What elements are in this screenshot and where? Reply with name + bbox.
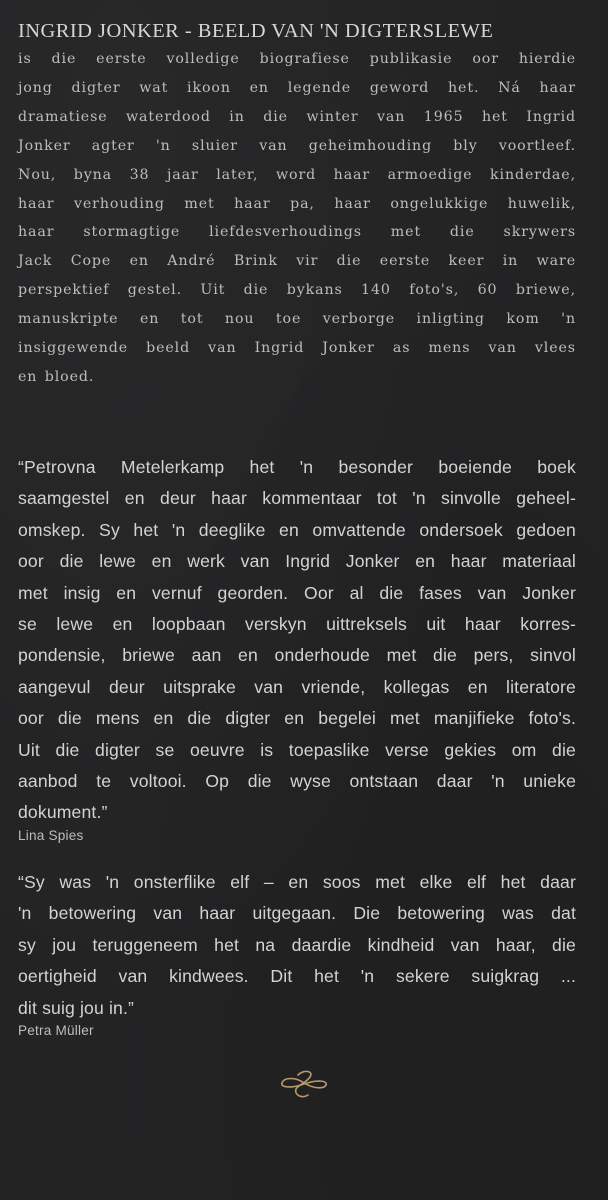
- intro-line: haar stormagtige liefdesverhoudings met die skrywers: [18, 224, 576, 241]
- quote-line: sy jou teruggeneem het na daardie kindheid van haar, die: [18, 934, 576, 955]
- quote-attribution: Petra Müller: [18, 1023, 94, 1039]
- intro-line: haar verhouding met haar pa, haar ongelukkige huwelik,: [18, 195, 576, 212]
- quote-line: saamgestel en deur haar kommentaar tot 'n sinvolle geheel-: [18, 488, 576, 509]
- intro-line: en bloed.: [18, 368, 95, 385]
- quote-line: Uit die digter se oeuvre is toepaslike verse gekies om die: [18, 739, 576, 760]
- quote-line: dit suig jou in.”: [18, 997, 134, 1018]
- intro-line: Jonker agter 'n sluier van geheimhouding bly voortleef.: [18, 137, 576, 154]
- intro-line: manuskripte en tot nou toe verborge inligting kom 'n: [18, 311, 576, 328]
- quote-line: oor die mens en die digter en begelei met manjifieke foto's.: [18, 708, 576, 729]
- quote-line: aangevul deur uitsprake van vriende, kollegas en literatore: [18, 676, 576, 697]
- quote-text: [18, 867, 576, 1024]
- quote-line: oor die lewe en werk van Ingrid Jonker en haar materiaal: [18, 551, 576, 572]
- quote-attribution: Lina Spies: [18, 827, 84, 843]
- quote-line: “Sy was 'n onsterflike elf – en soos met elke elf het daar: [18, 872, 576, 892]
- flourish-ornament-icon: [268, 1067, 340, 1103]
- book-title: INGRID JONKER - BEELD VAN 'N DIGTERSLEWE: [18, 20, 494, 42]
- quote-text: [18, 452, 576, 829]
- quote-line: 'n betowering van haar uitgegaan. Die betowering was dat: [18, 903, 576, 924]
- quote-line: se lewe en loopbaan verskyn uittreksels uit haar korres-: [18, 614, 576, 635]
- intro-line: is die eerste volledige biografiese publikasie oor hierdie: [18, 51, 576, 67]
- quote-lina-spies: [18, 452, 576, 845]
- intro-line: dramatiese waterdood in die winter van 1965 het Ingrid: [18, 108, 576, 125]
- quote-line: oertigheid van kindwees. Dit het 'n sekere suigkrag ...: [18, 966, 576, 987]
- intro-line: Jack Cope en André Brink vir die eerste keer in ware: [18, 253, 576, 270]
- intro-section: [18, 17, 576, 392]
- quote-line: met insig en vernuf georden. Oor al die fases van Jonker: [18, 582, 576, 603]
- intro-line: jong digter wat ikoon en legende geword het. Ná haar: [18, 79, 576, 96]
- quote-line: “Petrovna Metelerkamp het 'n besonder boeiende boek: [18, 457, 576, 477]
- quote-line: dokument.”: [18, 802, 108, 823]
- intro-line: insiggewende beeld van Ingrid Jonker as mens van vlees: [18, 340, 576, 357]
- intro-line: Nou, byna 38 jaar later, word haar armoedige kinderdae,: [18, 166, 576, 183]
- quote-line: omskep. Sy het 'n deeglike en omvattende ondersoek gedoen: [18, 519, 576, 540]
- intro-line: perspektief gestel. Uit die bykans 140 foto's, 60 briewe,: [18, 282, 576, 299]
- quote-petra-muller: [18, 867, 576, 1040]
- quote-line: aanbod te voltooi. Op die wyse ontstaan daar 'n unieke: [18, 771, 576, 792]
- intro-paragraph: [18, 45, 576, 392]
- quote-line: pondensie, briewe aan en onderhoude met die pers, sinvol: [18, 645, 576, 666]
